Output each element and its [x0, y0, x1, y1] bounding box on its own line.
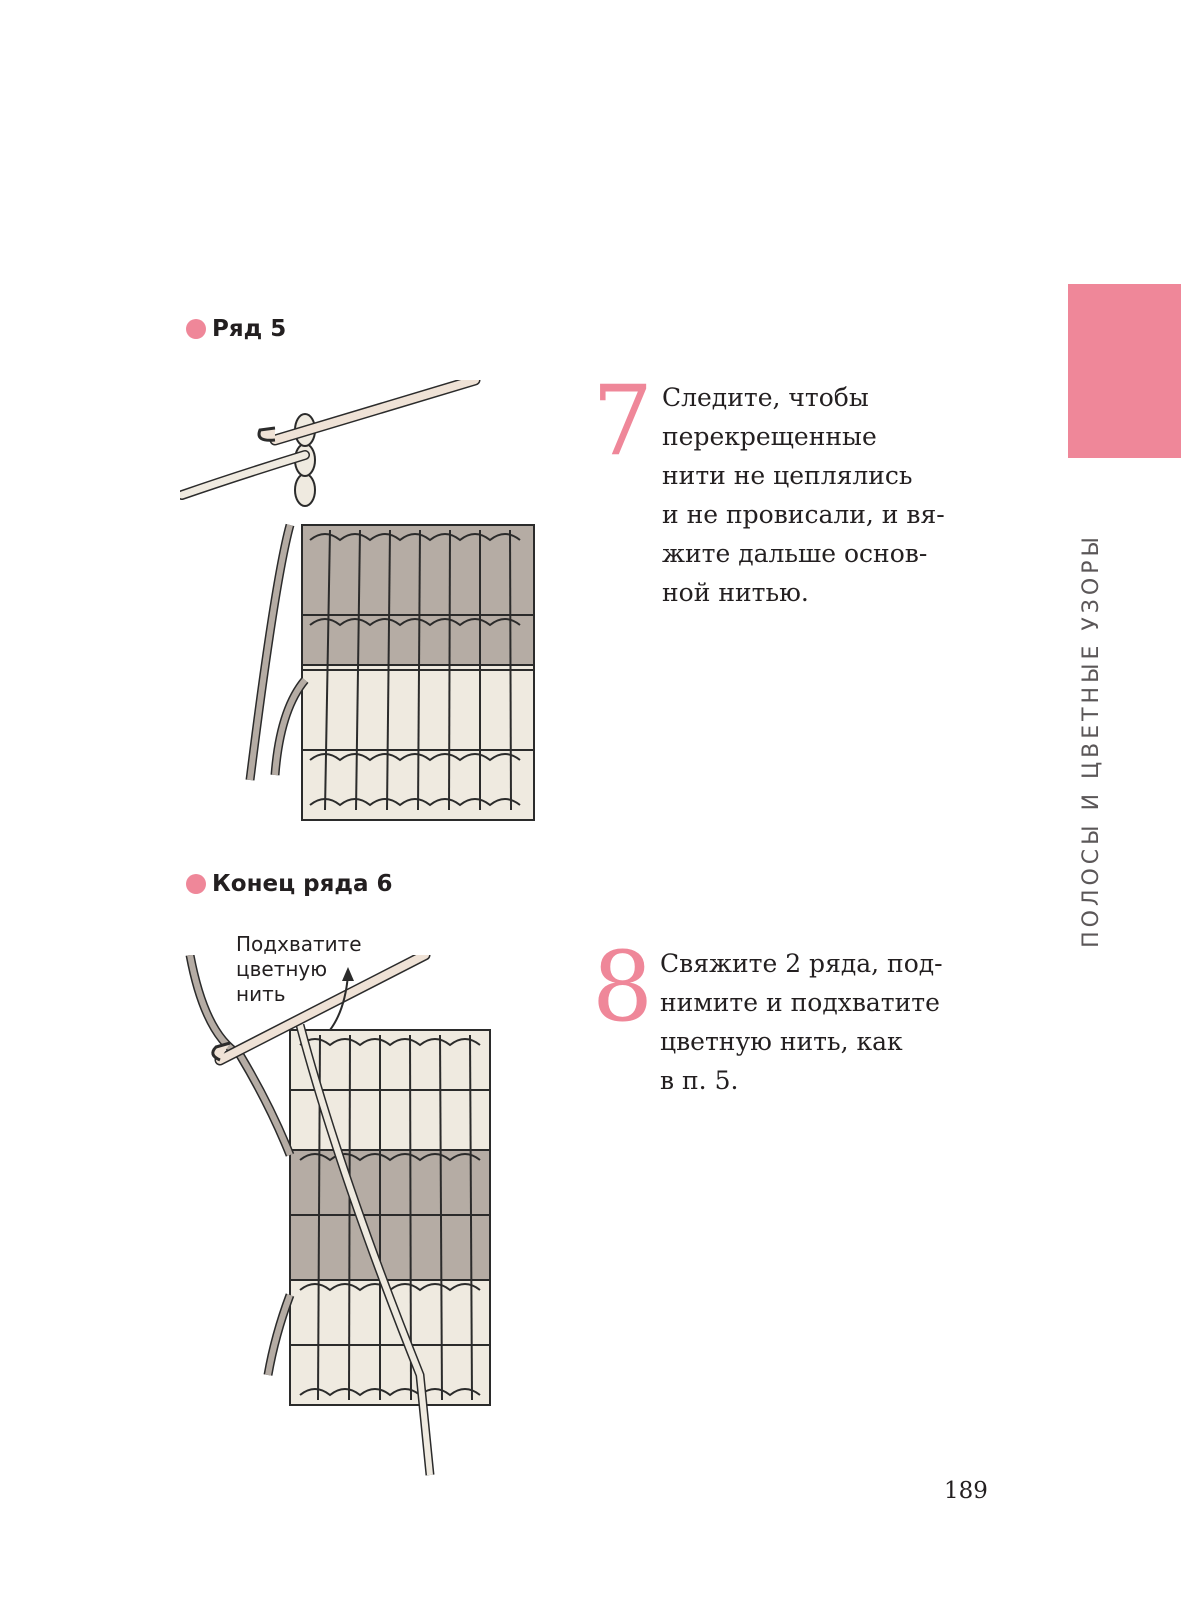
bullet-icon: [186, 874, 206, 894]
step-8: [592, 931, 960, 1100]
crochet-illustration-end-row-6: [180, 955, 510, 1480]
step-text: Свяжите 2 ряда, под- нимите и подхватите цветную нить, как в п. 5.: [660, 949, 943, 1095]
section-label-row-5: [186, 316, 286, 342]
illustration-annotation: Подхватите цветную нить: [236, 932, 362, 1006]
step-number: 8: [592, 931, 654, 1043]
chapter-tab: [1068, 284, 1181, 458]
page-number: 189: [944, 1478, 988, 1504]
step-text: Следите, чтобы перекрещенные нити не цеплялись и не провисали, и вя- жите дальше основ- ной нитью.: [662, 383, 945, 607]
section-label-text: Ряд 5: [212, 316, 287, 342]
step-number: 7: [592, 365, 654, 477]
section-label-text: Конец ряда 6: [212, 871, 393, 897]
chapter-title-text: ПОЛОСЫ И ЦВЕТНЫЕ УЗОРЫ: [1078, 532, 1104, 948]
bullet-icon: [186, 319, 206, 339]
step-7: [592, 365, 962, 612]
section-label-end-row-6: [186, 871, 393, 897]
chapter-title: [1071, 532, 1111, 948]
crochet-illustration-row-5: [180, 380, 540, 840]
